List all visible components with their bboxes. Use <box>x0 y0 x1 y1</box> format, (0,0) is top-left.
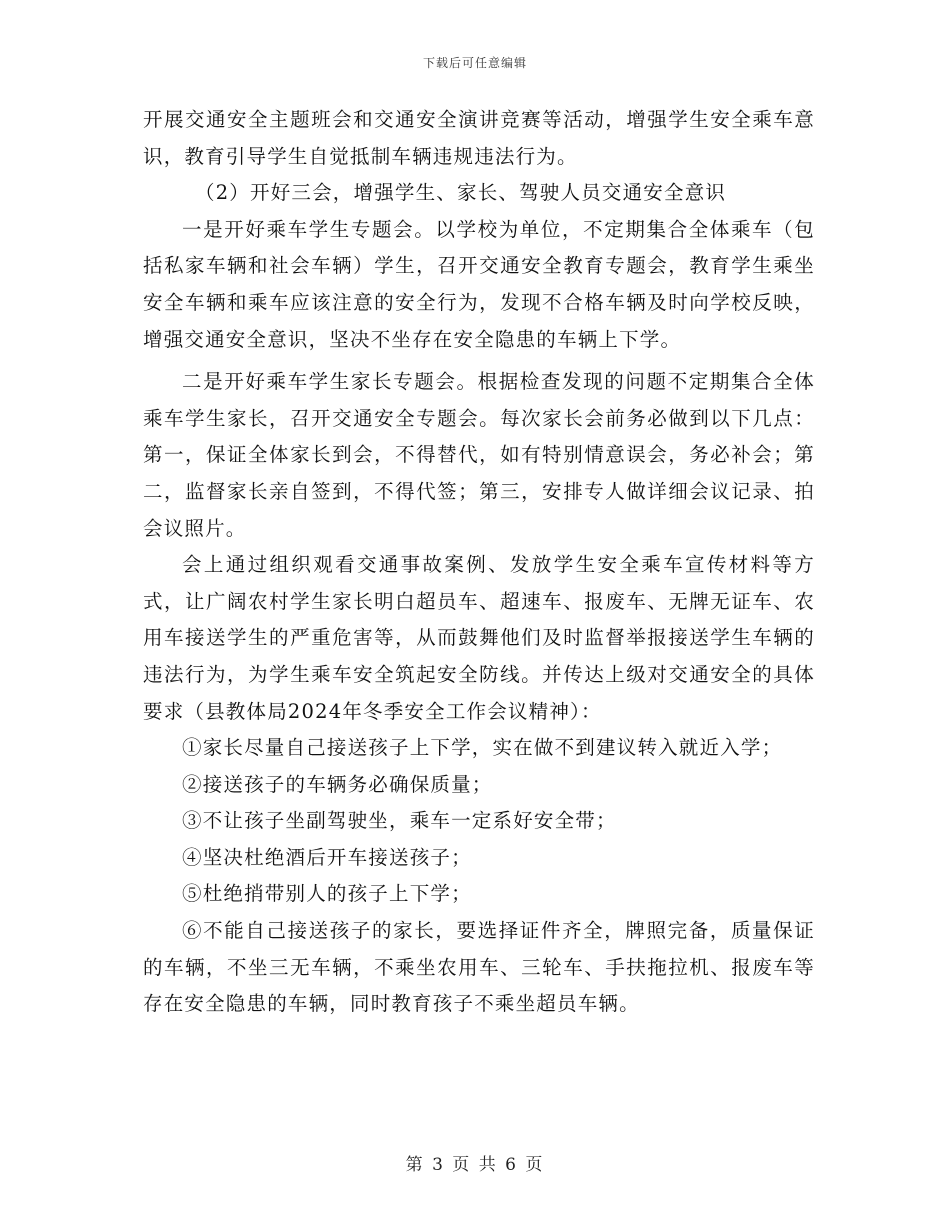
list-item: ④坚决杜绝酒后开车接送孩子； <box>182 845 472 869</box>
page-header: 下载后可任意编辑 <box>422 56 527 70</box>
paragraph-student-meeting: 一是开好乘车学生专题会。以学校为单位，不定期集合全体乘车（包括私家车辆和社会车辆）学生，召开交通安全教育专题会，教育学生乘坐安全车辆和乘车应该注意的安全行为，发现不合格车辆及时向学校反映，增强交通安全意识，坚决不坐存在安全隐患的车辆上下学。 <box>143 217 815 351</box>
list-item: ⑥不能自己接送孩子的家长，要选择证件齐全，牌照完备，质量保证的车辆，不坐三无车辆，不乘坐农用车、三轮车、手扶拖拉机、报废车等存在安全隐患的车辆，同时教育孩子不乘坐超员车辆。 <box>143 919 815 1016</box>
list-item: ②接送孩子的车辆务必确保质量； <box>182 772 493 796</box>
list-item: ③不让孩子坐副驾驶坐，乘车一定系好安全带； <box>182 809 617 833</box>
section-heading: （2）开好三会，增强学生、家长、驾驶人员交通安全意识 <box>195 181 727 205</box>
paragraph-parent-meeting: 二是开好乘车学生家长专题会。根据检查发现的问题不定期集合全体乘车学生家长，召开交通安全专题会。每次家长会前务必做到以下几点：第一，保证全体家长到会，不得替代，如有特别情意误会，务必补会；第二，监督家长亲自签到，不得代签；第三，安排专人做详细会议记录、拍会议照片。 <box>143 370 815 540</box>
list-item: ⑤杜绝捎带别人的孩子上下学； <box>182 882 472 906</box>
page-number: 第 3 页 共 6 页 <box>405 1155 545 1175</box>
document-body <box>143 102 815 1023</box>
list-item: ①家长尽量自己接送孩子上下学，实在做不到建议转入就近入学； <box>182 736 783 760</box>
paragraph-meeting-content: 会上通过组织观看交通事故案例、发放学生安全乘车宣传材料等方式，让广阔农村学生家长明白超员车、超速车、报废车、无牌无证车、农用车接送学生的严重危害等，从而鼓舞他们及时监督举报接送学生车辆的违法行为，为学生乘车安全筑起安全防线。并传达上级对交通安全的具体要求（县教体局2024年冬季安全工作会议精神）： <box>143 553 815 723</box>
paragraph-continued: 开展交通安全主题班会和交通安全演讲竞赛等活动，增强学生安全乘车意识，教育引导学生自觉抵制车辆违规违法行为。 <box>143 108 815 168</box>
